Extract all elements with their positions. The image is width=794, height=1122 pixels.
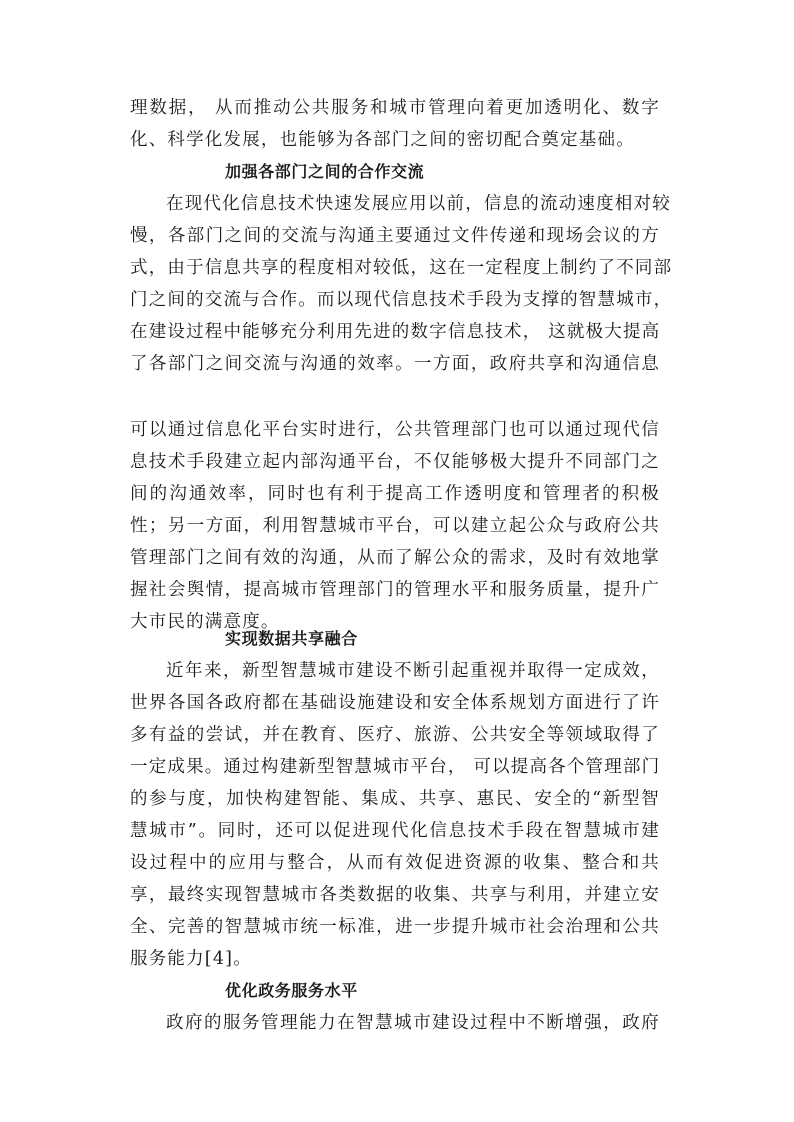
section-heading: 实现数据共享融合 <box>225 629 358 648</box>
paragraph-line: 间的沟通效率，同时也有利于提高工作透明度和管理者的积极 <box>130 484 660 504</box>
paragraph-line: 政府的服务管理能力在智慧城市建设过程中不断增强，政府 <box>166 1013 660 1033</box>
paragraph-line: 了各部门之间交流与沟通的效率。一方面，政府共享和沟通信息 <box>130 354 660 374</box>
section-heading: 优化政务服务水平 <box>225 981 358 1000</box>
paragraph-line: 门之间的交流与合作。而以现代信息技术手段为支撑的智慧城市， <box>130 290 673 310</box>
paragraph-line: 息技术手段建立起内部沟通平台，不仅能够极大提升不同部门之 <box>130 452 660 472</box>
paragraph-line: 握社会舆情，提高城市管理部门的管理水平和服务质量，提升广 <box>130 580 660 600</box>
paragraph-line: 设过程中的应用与整合，从而有效促进资源的收集、整合和共 <box>130 853 660 873</box>
paragraph-line: 化、科学化发展，也能够为各部门之间的密切配合奠定基础。 <box>130 130 635 150</box>
paragraph-line: 世界各国各政府都在基础设施建设和安全体系规划方面进行了许 <box>130 693 660 713</box>
paragraph-line: 性；另一方面，利用智慧城市平台，可以建立起公众与政府公共 <box>130 516 660 536</box>
paragraph-line: 服务能力[4]。 <box>130 949 252 969</box>
paragraph-line: 的参与度，加快构建智能、集成、共享、惠民、安全的“新型智 <box>130 789 660 809</box>
paragraph-line: 式，由于信息共享的程度相对较低，这在一定程度上制约了不同部 <box>130 258 673 278</box>
paragraph-line: 在建设过程中能够充分利用先进的数字信息技术， 这就极大提高 <box>130 322 661 342</box>
paragraph-line: 理数据， 从而推动公共服务和城市管理向着更加透明化、数字 <box>130 98 660 118</box>
paragraph-line: 可以通过信息化平台实时进行，公共管理部门也可以通过现代信 <box>130 420 660 440</box>
paragraph-line: 多有益的尝试，并在教育、医疗、旅游、公共安全等领域取得了 <box>130 725 660 745</box>
paragraph-line: 近年来，新型智慧城市建设不断引起重视并取得一定成效， <box>166 661 660 681</box>
paragraph-line: 在现代化信息技术快速发展应用以前，信息的流动速度相对较 <box>166 194 671 214</box>
paragraph-line: 全、完善的智慧城市统一标准，进一步提升城市社会治理和公共 <box>130 917 660 937</box>
paragraph-line: 慧城市”。同时，还可以促进现代化信息技术手段在智慧城市建 <box>130 821 660 841</box>
paragraph-line: 大市民的满意度。 <box>130 612 280 632</box>
paragraph-line: 享，最终实现智慧城市各类数据的收集、共享与利用，并建立安 <box>130 885 660 905</box>
section-heading: 加强各部门之间的合作交流 <box>225 162 425 181</box>
paragraph-line: 管理部门之间有效的沟通，从而了解公众的需求，及时有效地掌 <box>130 548 660 568</box>
paragraph-line: 一定成果。通过构建新型智慧城市平台， 可以提高各个管理部门 <box>130 757 661 777</box>
paragraph-line: 慢，各部门之间的交流与沟通主要通过文件传递和现场会议的方 <box>130 226 660 246</box>
